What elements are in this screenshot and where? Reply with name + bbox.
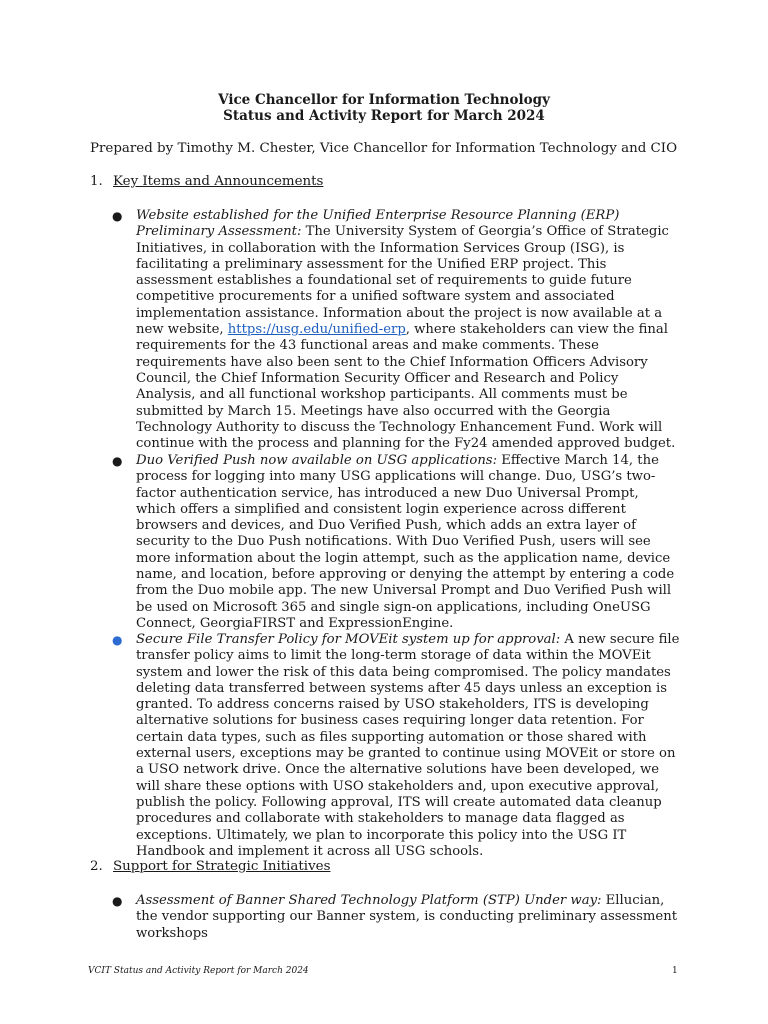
section-heading-2 (90, 859, 330, 875)
item-heading: Assessment of Banner Shared Technology Platform (STP) Under way: (136, 893, 602, 908)
bullet-icon: ● (112, 633, 123, 647)
bullet-icon: ● (112, 454, 123, 468)
list-item-moveit (112, 632, 682, 860)
section-title: Support for Strategic Initiatives (113, 859, 331, 874)
page-title (0, 92, 768, 124)
item-heading: Secure File Transfer Policy for MOVEit system up for approval: (136, 632, 561, 647)
item-text: Ellucian, the vendor supporting our Banner system, is conducting preliminary assessment workshops (136, 893, 678, 941)
item-heading: Duo Verified Push now available on USG applications: (136, 453, 498, 468)
item-heading: Website established for the Unified Enterprise Resource Planning (ERP) Preliminary Assessment: (136, 208, 620, 240)
list-item-erp (112, 208, 682, 452)
list-item-duo (112, 453, 682, 632)
footer-title: VCIT Status and Activity Report for March 2024 (88, 966, 309, 976)
title-line-1: Vice Chancellor for Information Technology (218, 92, 550, 108)
item-text-continued: , where stakeholders can view the final requirements for the 43 functional areas and make comments. These requirements have also been sent to the Chief Information Officers Advisory Council, the Chief Information Security Officer and Research and Policy Analysis, and all functional workshop participants. All comments must be submitted by March 15. Meetings have also occurred with the Georgia Technology Authority to discuss the Technology Enhancement Fund. Work will continue with the process and planning for the Fy24 amended approved budget. (136, 322, 676, 452)
title-line-2: Status and Activity Report for March 2024 (223, 108, 545, 124)
list-item-banner-stp (112, 893, 682, 942)
bullet-icon: ● (112, 209, 123, 223)
item-text: Effective March 14, the process for logging into many USG applications will change. Duo, USG’s two-factor authentication service, has introduced a new Duo Universal Prompt, which offers a simplified and consistent login experience across different browsers and devices, and Duo Verified Push, which adds an extra layer of security to the Duo Push notifications. With Duo Verified Push, users will see more information about the login attempt, such as the application name, device name, and location, before approving or denying the attempt by entering a code from the Duo mobile app. The new Universal Prompt and Duo Verified Push will be used on Microsoft 365 and single sign-on applications, including OneUSG Connect, GeorgiaFIRST and ExpressionEngine. (136, 453, 675, 631)
item-text: The University System of Georgia’s Office of Strategic Initiatives, in collaboration with the Information Services Group (ISG), is facilitating a preliminary assessment for the Unified ERP project. This assessment establishes a foundational set of requirements to guide future competitive procurements for a unified software system and associated implementation assistance. Information about the project is now available at a new website, (136, 224, 669, 338)
bullet-icon: ● (112, 894, 123, 908)
prepared-by: Prepared by Timothy M. Chester, Vice Chancellor for Information Technology and CIO (90, 141, 678, 156)
page-number: 1 (672, 966, 678, 976)
unified-erp-link[interactable]: https://usg.edu/unified-erp (227, 322, 406, 338)
section-number: 1. (90, 174, 103, 189)
section-heading-1 (90, 174, 323, 190)
section-number: 2. (90, 859, 103, 874)
item-text: A new secure file transfer policy aims to limit the long-term storage of data within the MOVEit system and lower the risk of this data being compromised. The policy mandates deleting data transferred between systems after 45 days unless an exception is granted. To address concerns raised by USO stakeholders, ITS is developing alternative solutions for business cases requiring longer data retention. For certain data types, such as files supporting automation or those shared with external users, exceptions may be granted to continue using MOVEit or store on a USO network drive. Once the alternative solutions have been developed, we will share these options with USO stakeholders and, upon executive approval, publish the policy. Following approval, ITS will create automated data cleanup procedures and collaborate with stakeholders to manage data flagged as exceptions. Ultimately, we plan to incorporate this policy into the USG IT Handbook and implement it across all USG schools. (136, 632, 680, 859)
section-title: Key Items and Announcements (113, 174, 324, 189)
